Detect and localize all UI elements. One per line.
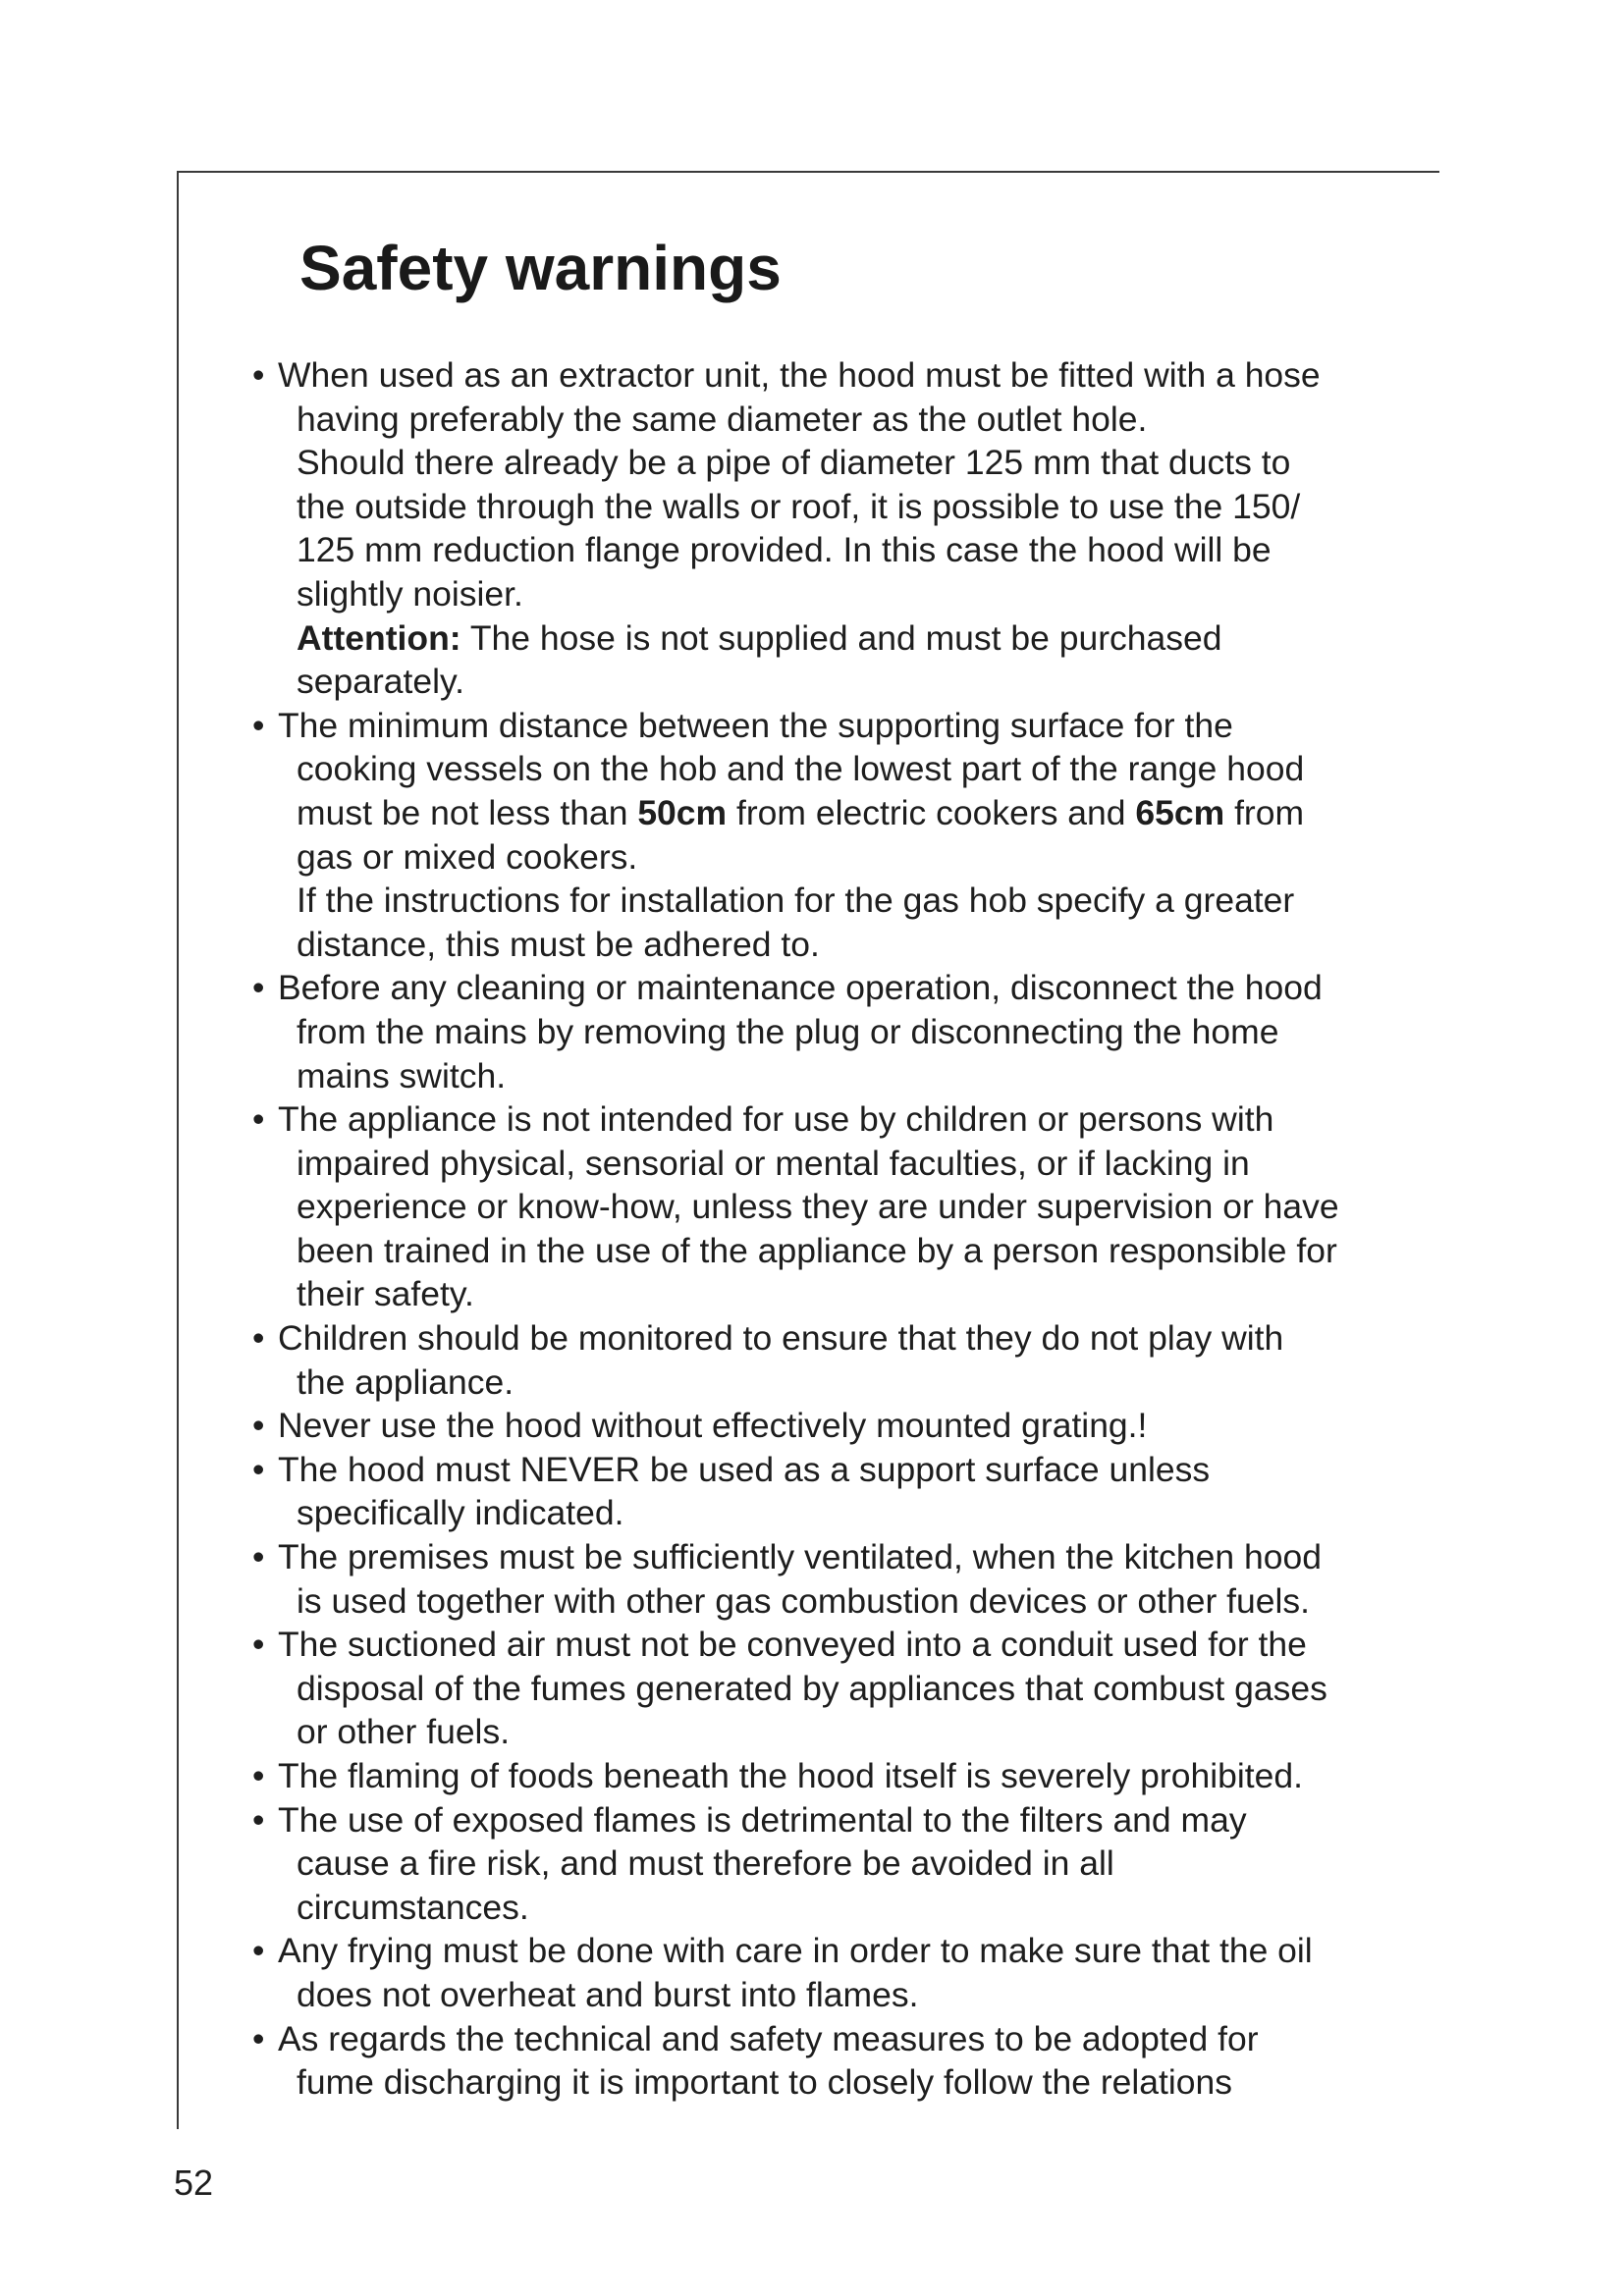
attention-label: Attention: <box>297 617 461 658</box>
line: fume discharging it is important to closely follow the relations <box>297 2062 1233 2103</box>
electric-distance-value: 50cm <box>637 792 728 832</box>
list-item <box>252 1798 1421 1930</box>
top-rule <box>177 171 1439 173</box>
bullet-icon: • <box>252 2018 265 2058</box>
line: Never use the hood without effectively mounted grating.! <box>278 1406 1148 1446</box>
line <box>297 791 1421 835</box>
line: does not overheat and burst into flames. <box>297 1974 919 2014</box>
line: disposal of the fumes generated by appliances that combust gases <box>297 1668 1327 1708</box>
list-item <box>252 1754 1421 1798</box>
line: The flaming of foods beneath the hood itself is severely prohibited. <box>278 1756 1303 1795</box>
bullet-icon: • <box>252 1449 265 1489</box>
list-item <box>252 966 1421 1097</box>
line: separately. <box>297 662 465 702</box>
line: When used as an extractor unit, the hood must be fitted with a hose <box>278 355 1321 395</box>
line: Should there already be a pipe of diameter 125 mm that ducts to <box>297 443 1291 483</box>
list-item <box>252 1448 1421 1535</box>
line: impaired physical, sensorial or mental faculties, or if lacking in <box>297 1143 1250 1183</box>
line: specifically indicated. <box>297 1493 624 1533</box>
list-item <box>252 1404 1421 1448</box>
line: Children should be monitored to ensure that they do not play with <box>278 1318 1284 1359</box>
list-item <box>252 1097 1421 1316</box>
bullet-icon: • <box>252 1537 265 1577</box>
bullet-icon: • <box>252 705 265 745</box>
line: distance, this must be adhered to. <box>297 924 820 964</box>
attention-text: The hose is not supplied and must be purchased <box>460 617 1222 658</box>
bullet-icon: • <box>252 355 265 395</box>
list-item <box>252 1623 1421 1754</box>
page-number: 52 <box>174 2163 214 2203</box>
line: been trained in the use of the appliance by a person responsible for <box>297 1230 1337 1270</box>
line: experience or know-how, unless they are under supervision or have <box>297 1187 1339 1227</box>
line: Any frying must be done with care in order to make sure that the oil <box>278 1931 1313 1971</box>
line: slightly noisier. <box>297 573 523 614</box>
safety-warnings-list <box>252 353 1421 2105</box>
line: the outside through the walls or roof, it is possible to use the 150/ <box>297 486 1301 526</box>
line: 125 mm reduction flange provided. In this case the hood will be <box>297 530 1272 570</box>
text-segment: from <box>1224 792 1305 832</box>
line: cause a fire risk, and must therefore be avoided in all <box>297 1843 1114 1884</box>
line: As regards the technical and safety measures to be adopted for <box>278 2018 1259 2058</box>
line: cooking vessels on the hob and the lowest part of the range hood <box>297 749 1305 789</box>
bullet-icon: • <box>252 1625 265 1665</box>
gas-distance-value: 65cm <box>1135 792 1225 832</box>
line: If the instructions for installation for the gas hob specify a greater <box>297 881 1295 921</box>
line: their safety. <box>297 1274 474 1314</box>
line: having preferably the same diameter as the outlet hole. <box>297 399 1148 439</box>
line: The premises must be sufficiently ventilated, when the kitchen hood <box>278 1537 1322 1577</box>
line: the appliance. <box>297 1362 514 1402</box>
attention-line <box>297 616 1421 661</box>
list-item <box>252 1535 1421 1623</box>
bullet-icon: • <box>252 1318 265 1359</box>
line: The hood must NEVER be used as a support surface unless <box>278 1449 1211 1489</box>
line: The minimum distance between the supporting surface for the <box>278 705 1233 745</box>
line: The use of exposed flames is detrimental to the filters and may <box>278 1799 1247 1840</box>
line: circumstances. <box>297 1887 529 1927</box>
line: gas or mixed cookers. <box>297 836 638 877</box>
line: from the mains by removing the plug or disconnecting the home <box>297 1011 1279 1051</box>
line: The appliance is not intended for use by children or persons with <box>278 1099 1274 1140</box>
line: Before any cleaning or maintenance operation, disconnect the hood <box>278 968 1323 1008</box>
list-item <box>252 1316 1421 1404</box>
list-item <box>252 353 1421 704</box>
list-item <box>252 1929 1421 2016</box>
bullet-icon: • <box>252 1099 265 1140</box>
list-item <box>252 2017 1421 2105</box>
list-item <box>252 704 1421 967</box>
bullet-icon: • <box>252 1931 265 1971</box>
bullet-icon: • <box>252 968 265 1008</box>
text-segment: must be not less than <box>297 792 638 832</box>
line: mains switch. <box>297 1055 507 1095</box>
line: is used together with other gas combustion devices or other fuels. <box>297 1580 1311 1621</box>
bullet-icon: • <box>252 1799 265 1840</box>
text-segment: from electric cookers and <box>727 792 1136 832</box>
bullet-icon: • <box>252 1406 265 1446</box>
left-rule <box>177 171 179 2129</box>
line: The suctioned air must not be conveyed into a conduit used for the <box>278 1625 1307 1665</box>
page-title: Safety warnings <box>299 233 782 303</box>
bullet-icon: • <box>252 1756 265 1795</box>
line: or other fuels. <box>297 1712 511 1752</box>
